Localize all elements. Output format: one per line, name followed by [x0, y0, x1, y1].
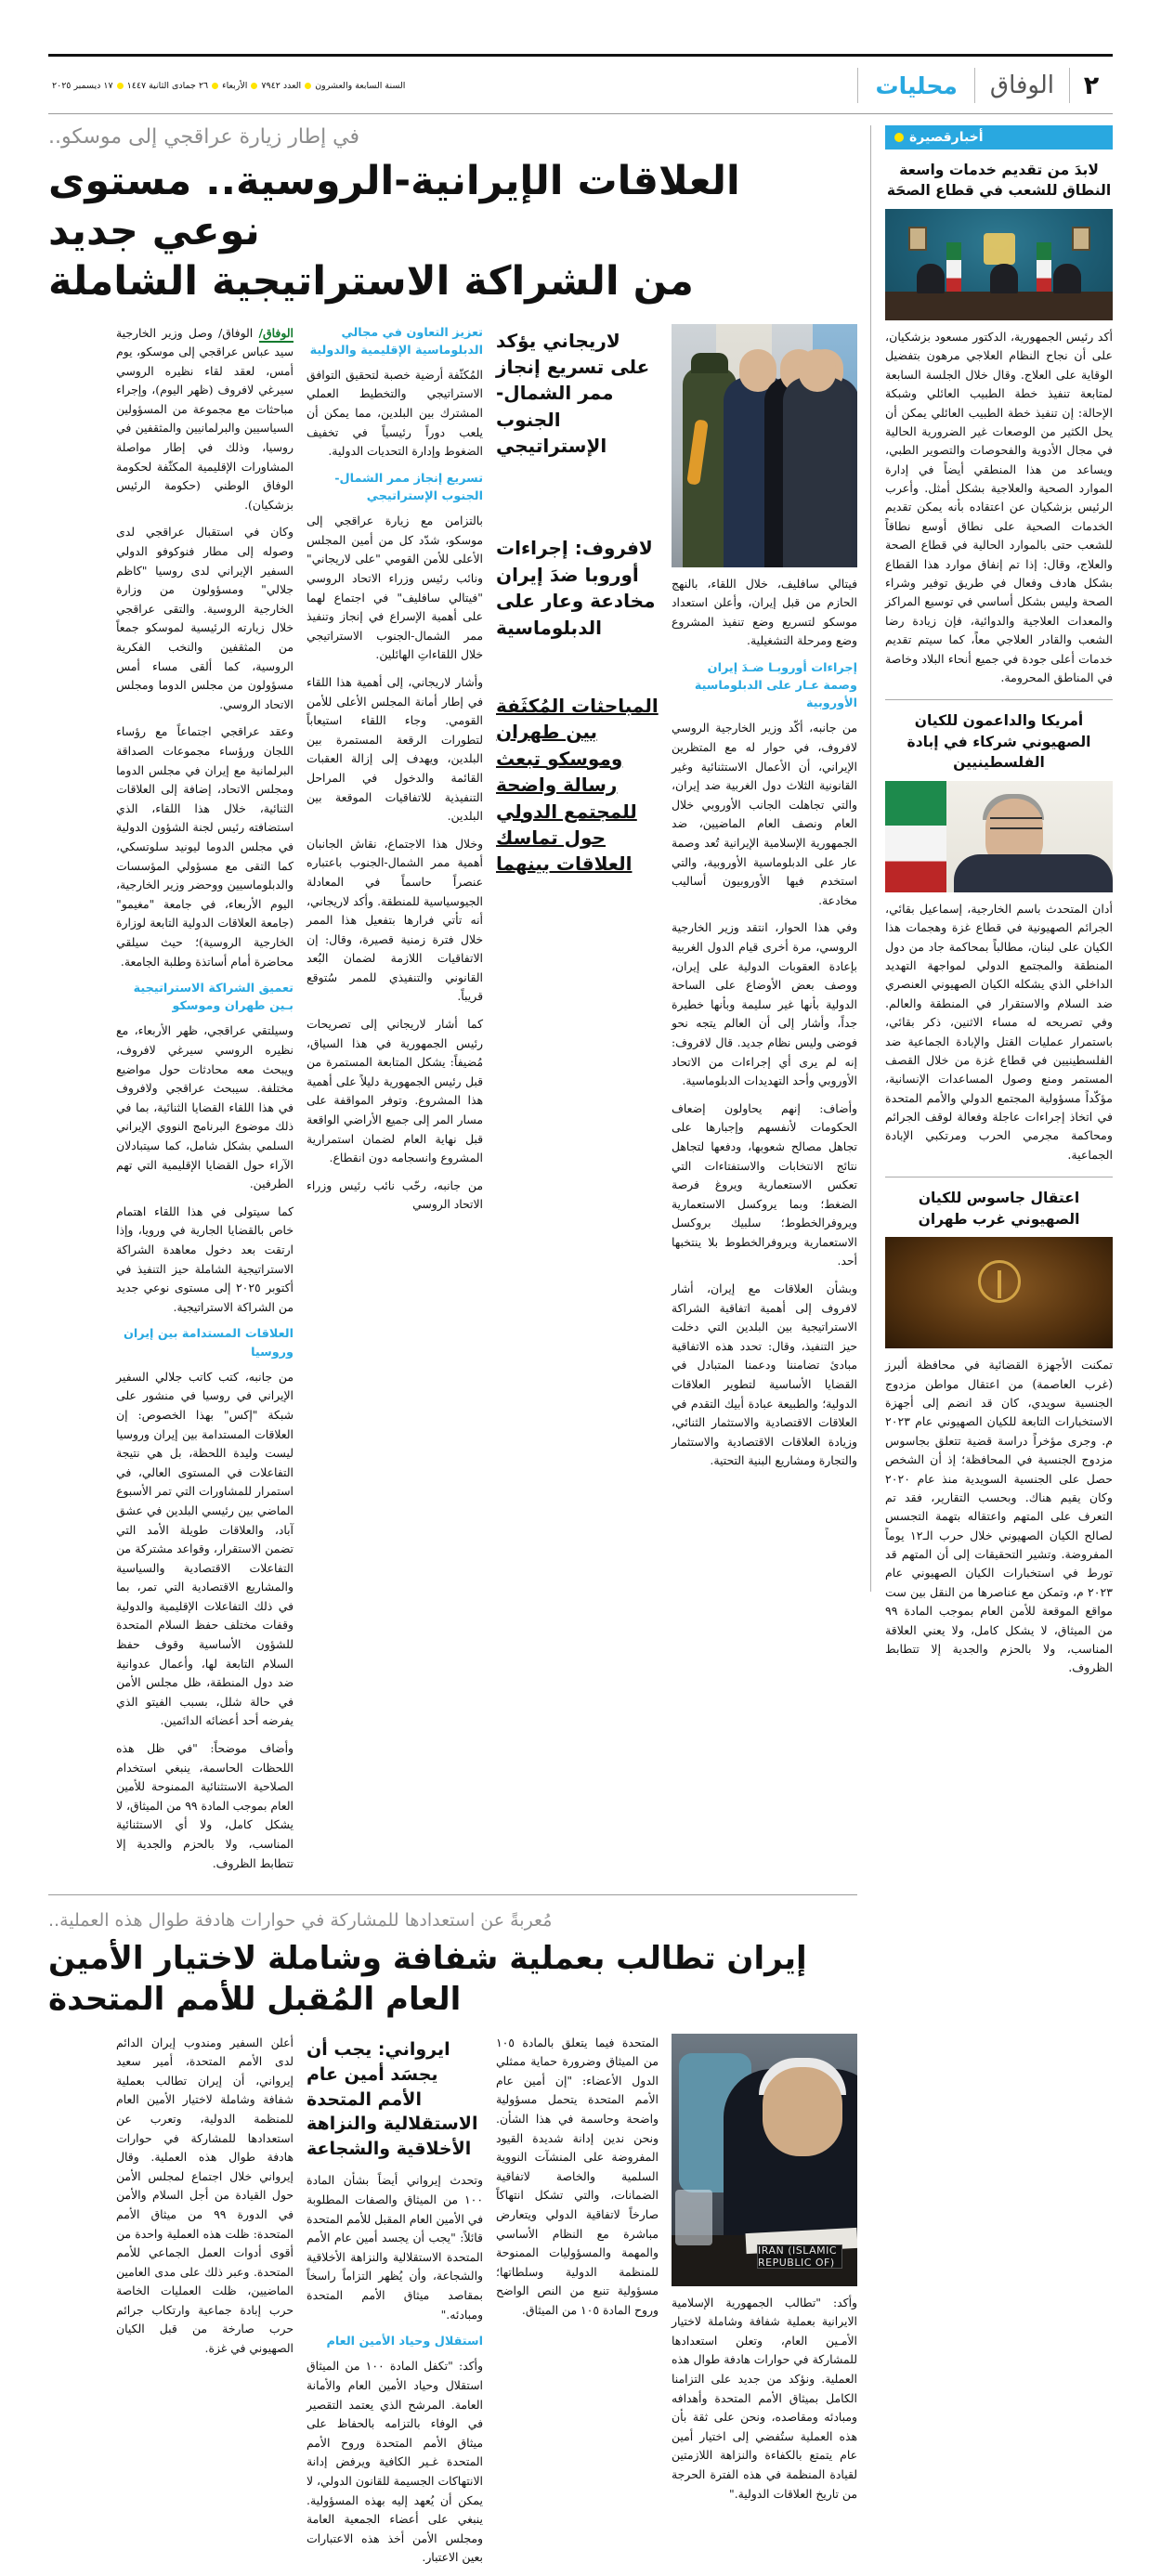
bullet-dot-icon — [251, 83, 257, 89]
article2-col-2 — [307, 2034, 483, 2576]
article1-col1-p2: وكان في استقبال عراقجي لدى وصوله إلى مطار فنوكوفو الدولي السفير الإيراني لدى روسيا "كاظم جلالي" ومسؤولون من وزارة الخارجية الروسية. والتقى عراقجي خلال زيارته الرئيسية لموسكو جمعاً من المثقفين والنخب الفكرية الروسية، كما ألقى مساء أمس مسؤولون من مجلس الدوما ومجلس الاتحاد الروسي. — [116, 525, 294, 711]
brief-headline: اعتقال جاسوس للكيان الصهيوني غرب طهران — [918, 1190, 1080, 1228]
article2-subhead-1: استقلال وحياد الأمين العام — [326, 2335, 483, 2349]
lead-source-tag: الوفاق/ — [259, 326, 294, 343]
article1-col-2 — [307, 324, 483, 1882]
article1-columns — [48, 324, 857, 1882]
article2-col2-p1: وتحدث إيرواني أيضاً بشأن المادة ١٠٠ من الميثاق والصفات المطلوبة في الأمين العام المقبل للأمم المتحدة قائلاً: "يجب أن يجسد أمين عام الأمم المتحدة الاستقلالية والنزاهة الأخلاقية والشجاعة، وأن يُظهر التزاماً راسخاً بمقاصد ميثاق الأمم المتحدة ومبادئه." — [307, 2173, 483, 2322]
article1-col4-p2: من جانبه، أكّد وزير الخارجية الروسي لافروف، في حوار له مع المتظرين الإيراني، أن الأعمال الاستثنائية وغير القانونية الثلاث دول الغربية ضد إيران، والتي تجاهلت الجانب الأوروبي خلال العام ونصف العام الماضيين، ضد الجمهورية الإسلامية الإيرانية تُعد وصمة عار على الدبلوماسية الأوروبية، والتي استخدم فيها الأوروبيون أساليب مخادعة. — [672, 721, 857, 907]
article-un-secretary-general — [48, 1910, 857, 2576]
article1-col1-p6: من جانبه، كتب كاتب جلالي السفير الإيراني في روسيا في منشور على شبكة "إكس" بهذا الخصوص: إن العلاقات المستدامة بين إيران وروسيا ليست وليدة اللحظة، بل هي نتيجة التفاعلات في المستوى العالي، في استمرار للمشاورات التي تمر الأسبوع الماضي بين رئيسي البلدين في عشق آباد، والعلاقات طويلة الأمد التي تضمن الاستقرار، وقواعد مشتركة من التفاعلات الاقتصادية والسياسية والمشاريع الاقتصادية التي تمر، بما في ذلك التفاعلات الإقليمية والدولية وقفات مختلف حفظ السلام المتحدة للشؤون الأساسية وقوف حفظ السلام التابعة لها، وأعمال عدوانية ضد دول المنطقة، ظل مجلس الأمن في حالة شلل، بسبب الفيتو الذي يفرضه أحد أعضائه الدائمين. — [116, 1369, 294, 1728]
article1-subhead-3: العلاقات المستدامة بين إيران وروسيا — [123, 1327, 294, 1360]
article2-headline: إيران تطالب بعملية شفافة وشاملة لاختيار الأمين العام المُقبل للأمم المتحدة — [48, 1940, 807, 2019]
article1-col4-p4: وأضاف: إنهم يحاولون إضعاف الحكومات لأنفسهم وإجبارها على تجاهل مصالح شعوبها، ودفعها لتجاهل نتائج الانتخابات والاستفتاءات التي تعكس الاستعمارية ويروغ فرصة الضغط؛ وبما يروكسل الاستعمارية ويروفرالخطوط؛ سلبيك بروكسل الاستعمارية ويروفرالخطوط بلا ينتخبها أحد. — [672, 1100, 857, 1268]
iran-flag-icon — [946, 242, 961, 296]
bullet-dot-icon — [305, 83, 311, 89]
article1-col1-p1 — [116, 324, 294, 515]
article1-col-1 — [116, 324, 294, 1882]
page-number: ٢ — [1083, 71, 1100, 100]
brief-body: أكد رئيس الجمهورية، الدكتور مسعود بزشكيان، على أن نجاح النظام العلاجي مرهون بتفضيل الوقاية على العلاج. وقال خلال الجلسة السابعة لمتابعة تنفيذ خطة الطبيب العائلي وشبكة الإحالة: إن تنفيذ خطة الطبيب العائلي يمكن أن يحل الكثير من الوصعات غير الضرورية الحالية في مجال الأدوية والفحوصات والتصوير الطبي، ويساعد من هذا المنطقي أيضاً في إدارة الموارد الصحية والعلاجية بشكل أمثل. وأعرب الرئيس بزشكيان عن اعتقاده بأنه يمكن تقديم الخدمات الصحية على نطاق أوسع نطاقاً للشعب حتى بالموارد الحالية في قطاع الصحة والعلاج، وقال: إذا تم إنفاق موارد هذا القطاع بشكل هادف وفعال في طريق توفير وشراء الصحة وليس بشكل أساسي في توسيع المراكز والمعدات العلاجية والدوائية، فإن زيادة رضا الشعب والقادر العلاجي معاً، كما سيتم تقديم خدمات أعلى جودة في جميع أنحاء البلاد وخاصة في المناطق المحرومة. — [885, 329, 1113, 684]
delegation-nameplate: IRAN (ISLAMIC REPUBLIC OF) — [757, 2244, 842, 2269]
article2-col-1 — [116, 2034, 294, 2576]
article1-subhead-4: إجراءات أوروبـا ضـدَ إيران وصمة عـار على الدبلوماسية الأوروبية — [694, 660, 857, 711]
article2-pullquote: ايرواني: يجب أن يجسَد أمين عام الأمم المتحدة الاستقلالية والنزاهة الأخلاقية والشجاعة — [307, 2038, 478, 2160]
issue-line — [48, 81, 405, 91]
brief-body: أدان المتحدث باسم الخارجية، إسماعيل بقائي، الجرائم الصهيونية في قطاع غزة وهجمات هذا الكيان على لبنان، مطالباً بمحاكمة جاد من دول المنطقة والمجتمع الدولي لمواجهة التهديد الداخلي الذي يشكله الكيان الصهيوني العنصري ضد السلام والاستقرار في المنطقة والعالم. وفي تصريحه له مساء الاثنين، ذكر بقائي، باستمرار عمليات القتل والإبادة الجماعية ضد الفلسطينيين في قطاع غزة من خلال القصف المستمر ومنع وصول المساعدات الإنسانية، مؤكّداً مسؤولية المجتمع الدولي والأمم المتحدة في اتخاذ إجراءات عاجلة وفعالة لوقف الجرائم ومحاكمة مجرمي الحرب ومرتكبي الإبادة الجماعية. — [885, 901, 1113, 1162]
article2-col3-p1: المتحدة فيما يتعلق بالمادة ١٠٥ من الميثاق وضرورة حماية ممثلي الدول الأعضاء: "إن أمين عام الأمم المتحدة يتحمل مسؤولية واضحة وحاسمة في هذا الشأن. ونحن ندين إدانة شديدة القيود المفروضة على المنشآت النووية السلمية والخاصة لاتفاقية الضمانات، والتي تشكل انتهاكاً صارخاً لاتفاقية الدولي ويتعارض مباشرة مع النظام الأساسي والمهمة والمسؤوليات الممنوحة للمنظمة الدولية وسلطاتها؛ مسؤولية تنبع من النص الواضح وروح المادة ١٠٥ من الميثاق. — [496, 2035, 659, 2317]
brief-divider — [885, 699, 1113, 700]
article1-pullquote-2: لافروف: إجراءات أوروبا ضدَ إيران مخادعة وعار على الدبلوماسية — [496, 537, 656, 639]
iran-unsc-envoy-photo — [672, 2034, 857, 2286]
article1-col1-p3: وعقد عراقجي اجتماعاً مع رؤساء اللجان ورؤساء مجموعات الصداقة البرلمانية مع إيران في مجلس الدوما ومجلس الاتحاد، إضافة إلى العلاقات الثنائية، خلال هذا اللقاء، الذي استضافته رئيس لجنة الشؤون الدولية في مجلس الدوما ليونيد سلوتسكي، كما التقى مع مسؤولي المؤسسات والدبلوماسيين ووحضر وزير الخارجية، اليوم الأربعاء، في جامعة "مغيمو" (جامعة العلاقات الدولية التابعة لوزارة الخارجية الروسية)؛ حيث سيلقي محاضرة أمام أساتذة وطلبة الجامعة. — [116, 724, 294, 969]
article1-col4-p1: فيتالي سافليف، خلال اللقاء، بالنهج الحازم من قبل إيران، وأعلن استعداد موسكو لتسريع وضع تنفيذ المشروع وضع ومرحلة التشغيلية. — [672, 576, 857, 648]
portrait-frame-icon — [908, 227, 927, 251]
article2-kicker: مُعربةً عن استعدادها للمشاركة في حوارات هادفة طوال هذه العملية.. — [48, 1910, 553, 1932]
judiciary-emblem-photo — [885, 1237, 1113, 1348]
masthead-divider — [48, 113, 1113, 114]
press-conference-photo — [885, 209, 1113, 320]
article1-kicker: في إطار زيارة عراقجي إلى موسكو.. — [48, 125, 360, 149]
article2-col4-p1: وأكد: "تطالب الجمهورية الإسلامية الايرانية بعملية شفافة وشاملة لاختيار الأمـين العام، وتعلن استعدادها للمشاركة في حوارات هادفة طوال هذه العملية. ونؤكد من جديد على التزامنا الكامل بميثاق الأمم المتحدة وأهدافه ومبادئه ومقاصده، ونحن على ثقة بأن هذه العملية ستُفضي إلى اختيار أمين عام يتمتع بالكفاءة والنزاهة اللازمتين لقيادة المنظمة في هذه الفترة الحرجة من تاريخ العلاقات الدولية." — [672, 2295, 857, 2501]
article1-subhead-5: تسريع إنجاز ممر الشمال-الجنوب الإستراتيجي — [334, 471, 483, 504]
article1-col4-p3: وفي هذا الحوار، انتقد وزير الخارجية الروسي، مرة أخرى قيام الدول الغربية بإعادة العقوبات الدولية على إيران، ووصف بعض الأوضاع على الساحة الدولية بأنها غير سليمة وبأنها خطيرة جداً، وأشار إلى أن العالم يتجه نحو فوضى وليس نظام جديد. قال لافروف: إنه لم يرى أي إجراءات من الاتحاد الأوروبي وأحد التهديدات الدبلوماسية. — [672, 920, 857, 1088]
article1-col-3 — [496, 324, 659, 1882]
main-column — [48, 125, 857, 2576]
article-divider — [48, 1894, 857, 1895]
bullet-dot-icon — [212, 83, 218, 89]
briefs-banner — [885, 125, 1113, 150]
article1-subhead-1: تعزيز التعاون في مجالي الدبلوماسية الإقليمية والدولية — [309, 325, 483, 358]
article1-col1-p5: كما سيتولى في هذا اللقاء اهتمام خاص بالقضايا الجارية في ورويا، وإذا ارتقت بعد دخول معاهدة الشراكة الاستراتيجية الشاملة حيز التنفيذ في أكتوبر ٢٠٢٥ إلى مستوى نوعي جديد من الشراكة الاستراتيجية. — [116, 1203, 294, 1314]
article2-col2-p2: وأكد: "تكفل المادة ١٠٠ من الميثاق استقلال وحياد الأمين العام والأمانة العامة. المرشح الذي يعتمد التقصير في الوفاء بالتزامه بالحفاظ على ميثاق الأمم المتحدة وروح الأمم المتحدة غـير الكافية ويرفض إدانة الانتهاكات الجسيمة للقانون الدولي، لا يمكن أن يُعهد إليه بهذه المسؤولية. ينبغي على أعضاء الجمعية العامة ومجلس الأمن أخذ هذه الاعتبارات بعين الاعتبار. — [307, 2359, 483, 2565]
larijani-handshake-photo — [672, 324, 857, 567]
article1-col1-p1-text: الوفاق/ وصل وزير الخارجية سيد عباس عراقجي إلى موسكو، يوم أمس، لعقد لقاء نظيره الروسي سيرغي لافروف (ظهر اليوم)، وإجراء مباحثات مع مجموعة من المسؤولين السياسيين والبرلمانيين والمثقفين في روسيا، وذلك في إطار مواصلة المشاورات الإقليمية المكثّفة لحكومة الوفاق الوطني (حكومة الرئيس بزشكيان). — [116, 325, 294, 512]
iran-flag-icon — [1037, 242, 1051, 296]
brief-item[interactable] — [885, 710, 1113, 1177]
article2-col1-p1: أعلن السفير ومندوب إيران الدائم لدى الأمم المتحدة، أمير سعيد إيرواني، أن إيران تطالب بعملية شفافة وشاملة لاختيار الأمين العام للمنظمة الدولية، وتعرب عن استعدادها للمشاركة في حوارات هادفة طوال هذه العملية. وقال إيرواني خلال اجتماع لمجلس الأمن حول القيادة من أجل السلام والأمن في الدورة ٩٩ من ميثاق الأمم المتحدة: ظلت هذه العملية واحدة من أقوى أدوات العمل الجماعي للأمم المتحدة. وعبر ذلك على مدى العامين الماضيين، ظلت العمليات الخاصة حرب إبادة جماعية وارتكاب جرائم حرب صارخة من قبل الكيان الصهيوني في غزة. — [116, 2035, 294, 2356]
article1-pullquote-3 — [496, 689, 659, 878]
briefs-banner-label: أخبارقصيرة — [909, 130, 984, 145]
brief-item[interactable] — [885, 160, 1113, 700]
article-iran-russia — [48, 125, 857, 1881]
article1-col2-p5: كما أشار لاريجاني إلى تصريحات رئيس الجمهورية في هذا السياق، مُضيفاً: يشكل المتابعة المستمرة من قبل رئيس الجمهورية دليلاً على أهمية هذا المشروع. وتوفر المواقفة على مسار المر إلى جميع الأراضي الواقعة قبل نهاية العام لضمان استمرارية المشروع وانسجامه دون انقطاع. — [307, 1017, 483, 1165]
issue-part-2: الأربعاء — [222, 80, 248, 91]
issue-part-0: السنة السابعة والعشرون — [315, 80, 406, 91]
issue-part-4: ١٧ ديسمبر ٢٠٢٥ — [52, 80, 113, 91]
brief-headline: لابدَ من تقديم خدمات واسعة النطاق للشعب في قطاع الصحَة — [886, 162, 1112, 200]
article1-headline — [48, 156, 857, 307]
article1-pullquote-3-text: المباحثات المُكثَفة بين طهران وموسكو تبعث رسالة واضحة للمجتمع الدولي حول تماسك العلاقات بينهما — [496, 695, 659, 876]
article1-pullquote-1: لاريجاني يؤكد على تسريع إنجاز ممر الشمال-الجنوب الإستراتيجي — [496, 329, 650, 458]
article1-headline-line1: العلاقات الإيرانية-الروسية.. مستوى نوعي جديد — [48, 158, 740, 255]
article1-col1-p4: وسيلتقي عراقجي، ظهر الأربعاء، مع نظيره الروسي سيرغي لافروف، ويبحث معه محادثات حول مواضيع مختلفة. سيبحث عراقجي ولافروف في هذا اللقاء القضايا الثنائية، بما في ذلك موضوع البرنامج النووي الإيراني السلمي بشكل شامل، كما سيتبادلان الآراء حول القضايا الإقليمية التي تهم الطرفين. — [116, 1023, 294, 1191]
masthead — [48, 54, 1113, 108]
bullet-dot-icon — [894, 133, 904, 142]
brief-item[interactable] — [885, 1188, 1113, 1678]
article1-headline-line2: من الشراكة الاستراتيجية الشاملة — [48, 258, 694, 306]
page-content — [48, 125, 1113, 2565]
article1-col4-p5: وبشأن العلاقات مع إيران، أشار لافروف إلى أهمية اتفاقية الشراكة الاستراتيجية بين البلدين التي دخلت حيز التنفيذ، وقال: تحدد هذه الاتفاقية مبادئ تضامننا ودعمنا المتبادل في القضايا الأساسية لتطوير العلاقات الدولية؛ والطبيعة عبادة أبيك التقدم في العلاقات الاقتصادية والاستثمار الثنائي، وزيادة العلاقات الاقتصادية والاستثمار والتجارة ومشاريع البنية التحتية. — [672, 1281, 857, 1468]
article2-col-3 — [496, 2034, 659, 2576]
spokesperson-portrait-photo — [885, 781, 1113, 892]
article1-col2-p3: وأشار لاريجاني، إلى أهمية هذا اللقاء في إطار أمانة المجلس الأعلى للأمن القومي. وجاء اللقاء استيعاباً لتطورات الرقعة المستمرة بين البلدين، ويهدف إلى إزالة العقبات القائمة والدخول في المراحل التنفيذية للاتفاقيات الموقعة بين البلدين. — [307, 674, 483, 824]
brief-body: تمكنت الأجهزة القضائية في محافظة ألبرز (غرب العاصمة) من اعتقال مواطن مزدوج الجنسية سويدي، كان قد انضم إلى أجهزة الاستخبارات التابعة للكيان الصهيوني عام ٢٠٢٣ م. وجرى مؤخراً دراسة قضية تتعلق بجاسوس مزدوج الجنسية في المحافظة؛ إذ أن الشخص حصل على الجنسية السويدية منذ عام ٢٠٢٠ وكان يقيم هناك. وبحسب التقارير، فقد تم التعرف على المتهم واعتقاله بتهمة التجسس لصالح الكيان الصهيوني خلال حرب الـ١٢ يوماً المفروضة. وتشير التحقيقات إلى أن المتهم قد تورط في استخبارات الكيان الصهيوني عام ٢٠٢٣ م، وتمكن مع عناصرها من النقل بين ست مواقع الموقعة للأمن العام بموجب المادة ٩٩ من الميثاق، لا يشكل كامل، ولا يعني العلاقة المناسب، ولا بالحزم والجدية إلا تتطابط الظروف. — [885, 1358, 1113, 1675]
iran-emblem-icon — [978, 1260, 1021, 1303]
issue-part-3: ٢٦ جمادى الثانية ١٤٤٧ — [126, 80, 209, 91]
iran-emblem-icon — [984, 233, 1015, 265]
article1-col2-p4: وخلال هذا الاجتماع، نقاش الجانبان أهمية ممر الشمال-الجنوب باعتباره عنصراً حاسماً في المعادلة الجيوسياسية للمنطقة. وأكد لاريجاني، أنه تأتي فرارها بتفعيل هذا الممر خلال فترة زمنية قصيرة، وقال: إن الاتفاقيات اللازمة لضمان البُعد القانوني والتنفيذي للممر سُتوقع قريباً. — [307, 836, 483, 1004]
briefs-sidebar — [885, 125, 1113, 1678]
article1-col2-p1: المُكثّفة أرضية خصبة لتحقيق التوافق الاستراتيجي والتخطيط العملي المشترك بين البلدين، مما يمكن أن يلعب دوراً رئيسياً في تخفيف الضغوط وإدارة التحديات الدولية. — [307, 367, 483, 459]
article1-subhead-2: تعميق الشراكة الاستراتيجية بـين طهران وموسكو — [133, 982, 294, 1014]
paper-title: الوفاق — [974, 68, 1070, 103]
glasses-icon — [990, 817, 1042, 829]
brief-headline: أمريكا والداعمون للكيان الصهيوني شركاء في إبادة الفلسطينيين — [907, 712, 1091, 772]
article1-col2-p6: من جانبه، رحّب نائب رئيس وزراء الاتحاد الروسي — [307, 1177, 483, 1212]
article1-col-4 — [672, 324, 857, 1882]
portrait-frame-icon — [1072, 227, 1090, 251]
section-title: محليات — [857, 68, 973, 103]
article2-col-4 — [672, 2034, 857, 2576]
sidebar-divider — [870, 125, 871, 1592]
iran-flag-icon — [885, 781, 946, 892]
issue-part-1: العدد ٧٩٤٢ — [261, 80, 302, 91]
bullet-dot-icon — [117, 83, 124, 89]
article1-col2-p2: بالتزامن مع زيارة عراقجي إلى موسكو، شدّد كل من أمين المجلس الأعلى للأمن القومي "على لاريجاني" ونائب رئيس وزراء الاتحاد الروسي "فيتالي سافليف" في اجتماع لهما على أهمية الإسراع في إنجاز وتنفيذ ممر الشمال-الجنوب الاستراتيجي خلال اللقاءاتِ الهائلين. — [307, 514, 483, 662]
article2-columns — [48, 2034, 857, 2576]
water-glass-icon — [675, 2190, 712, 2245]
article1-col1-p7: وأضاف موضحاً: "في ظل هذه اللحظات الحاسمة، ينبغي استخدام الصلاحية الاستثنائية الممنوحة للأمين العام بموجب المادة ٩٩ من الميثاق، لا يشكل كامل، ولا أي الاستثنائية المناسب، ولا بالحزم والجدية إلا تتطابط الظروف. — [116, 1741, 294, 1870]
